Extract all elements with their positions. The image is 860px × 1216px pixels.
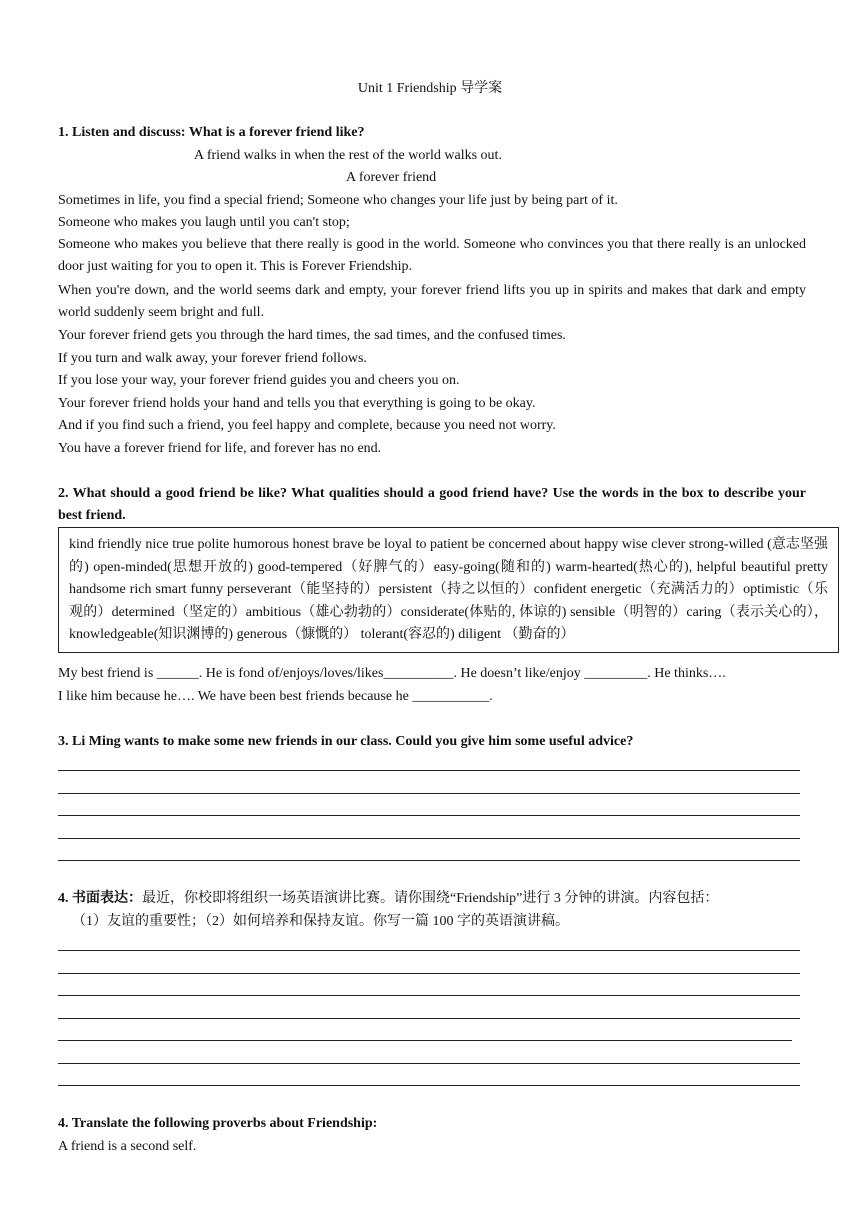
section1-heading: 1. Listen and discuss: What is a forever friend like? <box>58 125 365 140</box>
section1-quote: A friend walks in when the rest of the world walks out. <box>194 148 502 163</box>
answer-line[interactable] <box>58 838 800 839</box>
section5-heading: 4. Translate the following proverbs about Friendship: <box>58 1116 378 1131</box>
poem-line: When you're down, and the world seems dark and empty, your forever friend lifts you up in spirits and makes that dark and empty world suddenly seem bright and full. <box>58 283 806 320</box>
answer-line[interactable] <box>58 1085 800 1086</box>
poem-title: A forever friend <box>346 170 437 185</box>
section3-heading: 3. Li Ming wants to make some new friends in our class. Could you give him some useful advice? <box>58 734 634 749</box>
poem-line: And if you find such a friend, you feel happy and complete, because you need not worry. <box>58 418 556 433</box>
answer-line[interactable] <box>58 1040 792 1041</box>
answer-line[interactable] <box>58 995 800 996</box>
poem-line: Your forever friend gets you through the hard times, the sad times, and the confused times. <box>58 328 566 343</box>
answer-line[interactable] <box>58 1018 800 1019</box>
poem-line: If you lose your way, your forever friend guides you and cheers you on. <box>58 373 460 388</box>
section4-heading-label: 4. 书面表达： <box>58 891 142 906</box>
section4-heading-text: 最近，你校即将组织一场英语演讲比赛。请你围绕“Friendship”进行 3 分钟的讲演。内容包括： <box>142 891 719 906</box>
poem-line: Your forever friend holds your hand and tells you that everything is going to be okay. <box>58 396 536 411</box>
poem-line: If you turn and walk away, your forever friend follows. <box>58 351 367 366</box>
poem-line: Someone who makes you laugh until you can't stop; <box>58 215 350 230</box>
sentence-frame-2: I like him because he…. We have been best friends because he ___________. <box>58 689 493 704</box>
answer-line[interactable] <box>58 1063 800 1064</box>
answer-line[interactable] <box>58 860 800 861</box>
answer-line[interactable] <box>58 973 800 974</box>
answer-line[interactable] <box>58 793 800 794</box>
section4-requirements: （1）友谊的重要性；（2）如何培养和保持友谊。你写一篇 100 字的英语演讲稿。 <box>72 914 569 929</box>
answer-line[interactable] <box>58 770 800 771</box>
poem-line: You have a forever friend for life, and forever has no end. <box>58 441 382 456</box>
answer-line[interactable] <box>58 950 800 951</box>
word-box: kind friendly nice true polite humorous honest brave be loyal to patient be concerned about happy wise clever strong-willed (意志坚强的) open-minded(思想开放的) good-tempered（好脾气的）easy-going(随和的) warm-hearted(热心的), helpful beautiful pretty handsome rich smart funny perseverant（能坚持的）persistent（持之以恒的）confident energetic（充满活力的）optimistic（乐观的）determined（坚定的）ambitious（雄心勃勃的）considerate(体贴的, 体谅的) sensible（明智的）caring（表示关心的），knowledgeable(知识渊博的) generous（慷慨的） tolerant(容忍的) diligent （勤奋的） <box>58 527 839 653</box>
proverb-line: A friend is a second self. <box>58 1139 197 1154</box>
sentence-frame-1: My best friend is ______. He is fond of/enjoys/loves/likes__________. He doesn’t like/enjoy _________. He thinks…. <box>58 666 726 681</box>
section4-heading <box>58 888 806 910</box>
poem-line: Sometimes in life, you find a special friend; Someone who changes your life just by being part of it. <box>58 193 618 208</box>
poem-line: Someone who makes you believe that there really is good in the world. Someone who convinces you that there really is an unlocked door just waiting for you to open it. This is Forever Friendship. <box>58 237 806 274</box>
answer-line[interactable] <box>58 815 800 816</box>
section2-heading: 2. What should a good friend be like? What qualities should a good friend have? Use the words in the box to describe your best friend. <box>58 486 806 523</box>
page-title: Unit 1 Friendship 导学案 <box>357 81 503 96</box>
